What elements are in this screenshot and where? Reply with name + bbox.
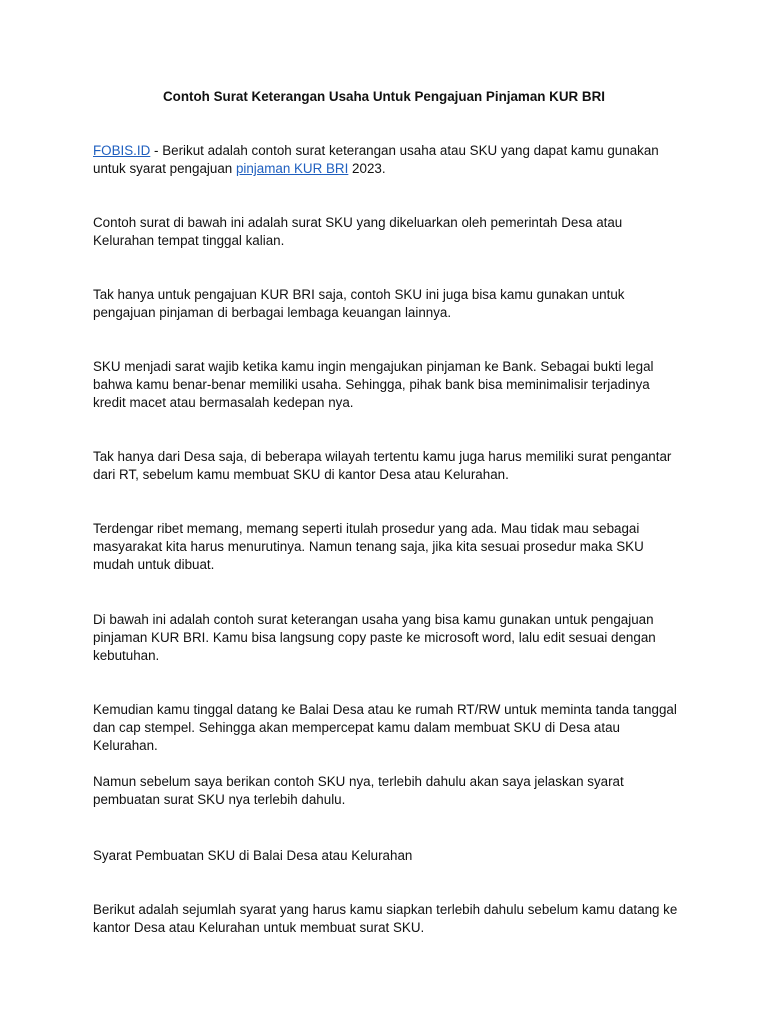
paragraph-pengantar-rt: Tak hanya dari Desa saja, di beberapa wilayah tertentu kamu juga harus memiliki surat pengantar dari RT, sebelum kamu membuat SKU di kantor Desa atau Kelurahan. — [93, 449, 672, 483]
paragraph-syarat-wajib: SKU menjadi sarat wajib ketika kamu ingin mengajukan pinjaman ke Bank. Sebagai bukti legal bahwa kamu benar-benar memiliki usaha. Sehingga, pihak bank bisa meminimalisir terjadinya kredit macet atau bermasalah kedepan nya. — [93, 359, 654, 411]
paragraph-contoh-surat: Di bawah ini adalah contoh surat keterangan usaha yang bisa kamu gunakan untuk pengajuan pinjaman KUR BRI. Kamu bisa langsung copy paste ke microsoft word, lalu edit sesuai dengan kebutuhan. — [93, 612, 656, 664]
paragraph-lembaga-keuangan: Tak hanya untuk pengajuan KUR BRI saja, contoh SKU ini juga bisa kamu gunakan untuk pengajuan pinjaman di berbagai lembaga keuangan lainnya. — [93, 287, 625, 321]
intro-text-after-link: 2023. — [348, 161, 386, 177]
fobis-link[interactable]: FOBIS.ID — [93, 143, 151, 158]
paragraph-sku-desa: Contoh surat di bawah ini adalah surat SKU yang dikeluarkan oleh pemerintah Desa atau Kelurahan tempat tinggal kalian. — [93, 215, 623, 249]
paragraph-prosedur: Terdengar ribet memang, memang seperti itulah prosedur yang ada. Mau tidak mau sebagai masyarakat kita harus menurutinya. Namun tenang saja, jika kita sesuai prosedur maka SKU mudah untuk dibuat. — [93, 521, 644, 573]
paragraph-daftar-syarat: Berikut adalah sejumlah syarat yang harus kamu siapkan terlebih dahulu sebelum kamu datang ke kantor Desa atau Kelurahan untuk membuat surat SKU. — [93, 902, 678, 936]
paragraph-balai-desa: Kemudian kamu tinggal datang ke Balai Desa atau ke rumah RT/RW untuk meminta tanda tanggal dan cap stempel. Sehingga akan mempercepat kamu dalam membuat SKU di Desa atau Kelurahan. — [93, 702, 677, 754]
section-heading-syarat: Syarat Pembuatan SKU di Balai Desa atau Kelurahan — [93, 848, 413, 863]
intro-paragraph — [93, 142, 683, 178]
paragraph-penjelasan-syarat: Namun sebelum saya berikan contoh SKU nya, terlebih dahulu akan saya jelaskan syarat pembuatan surat SKU nya terlebih dahulu. — [93, 774, 624, 808]
kur-bri-link[interactable]: pinjaman KUR BRI — [235, 161, 349, 177]
intro-text-before-link: - Berikut adalah contoh surat keterangan usaha atau SKU yang dapat kamu gunakan untuk syarat pengajuan — [93, 143, 659, 177]
document-title: Contoh Surat Keterangan Usaha Untuk Pengajuan Pinjaman KUR BRI — [163, 89, 605, 104]
